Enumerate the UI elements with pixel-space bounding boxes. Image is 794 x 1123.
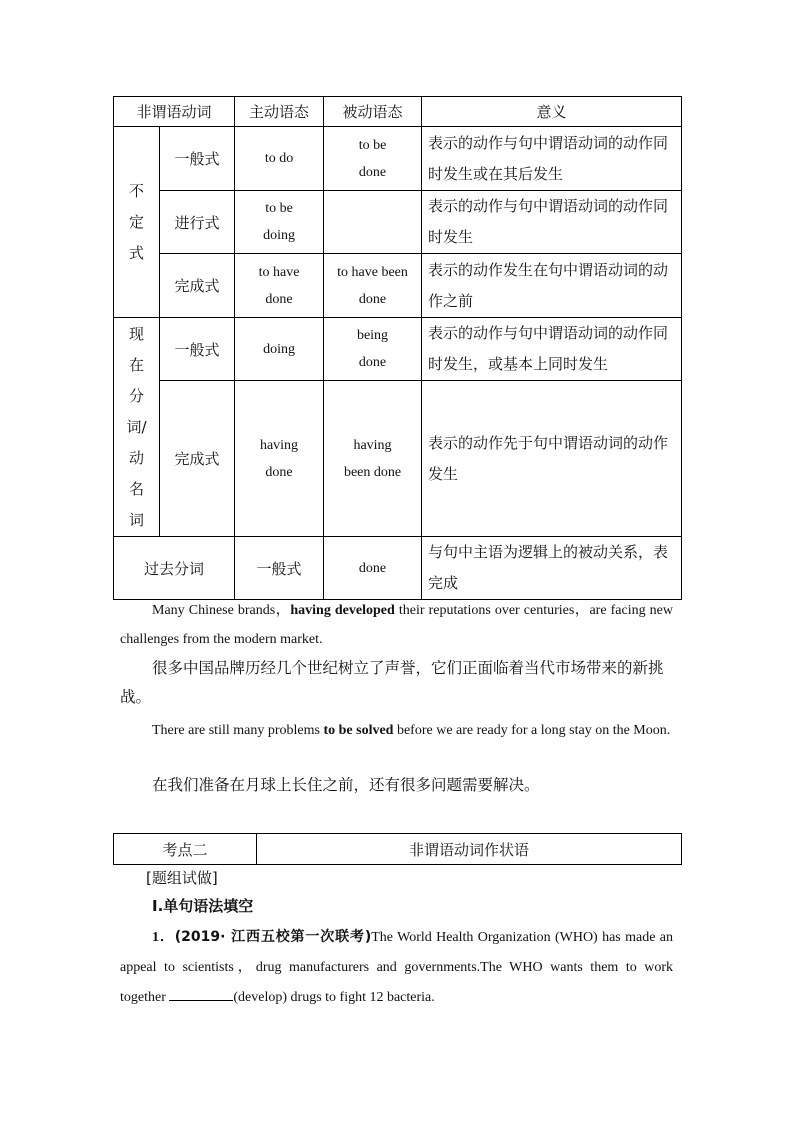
table-row (114, 537, 682, 600)
passive-cell: being done (324, 318, 422, 381)
header-cell: 非谓语动词 (114, 97, 235, 127)
table-row (114, 127, 682, 191)
question-source: (2019· 江西五校第一次联考) (174, 929, 372, 945)
active-cell: doing (235, 318, 324, 381)
form-cell: 一般式 (235, 537, 324, 600)
active-cell: having done (235, 381, 324, 537)
example-1-english: Many Chinese brands，having developed their reputations over centuries，are facing new challenges from the modern market. (120, 603, 673, 647)
header-cell: 主动语态 (235, 97, 324, 127)
form-cell: 一般式 (160, 127, 235, 191)
header-cell: 意义 (422, 97, 682, 127)
question-1: 1．(2019· 江西五校第一次联考)The World Health Organization (WHO) has made an appeal to scientists，drug manufacturers and governments.The WHO wants them to work together (develop) drugs to fight 12 bacteria. (120, 929, 673, 1005)
section-label: 考点二 (114, 834, 257, 865)
table-row (114, 191, 682, 254)
example-2-chinese: 在我们准备在月球上长住之前，还有很多问题需要解决。 (152, 776, 540, 794)
table-row (114, 254, 682, 318)
passive-cell: to be done (324, 127, 422, 191)
meaning-cell: 表示的动作发生在句中谓语动词的动作之前 (422, 254, 682, 318)
example-2-english: There are still many problems to be solved before we are ready for a long stay on the Moon. (152, 723, 671, 738)
form-cell: 完成式 (160, 254, 235, 318)
active-cell: to have done (235, 254, 324, 318)
meaning-cell: 表示的动作与句中谓语动词的动作同时发生，或基本上同时发生 (422, 318, 682, 381)
passive-cell (324, 191, 422, 254)
passive-cell: to have been done (324, 254, 422, 318)
meaning-cell: 表示的动作先于句中谓语动词的动作发生 (422, 381, 682, 537)
question-number: 1． (152, 930, 175, 945)
form-cell: 一般式 (160, 318, 235, 381)
active-cell: to do (235, 127, 324, 191)
example-1-chinese: 很多中国品牌历经几个世纪树立了声誉，它们正面临着当代市场带来的新挑战。 (120, 659, 664, 706)
section-title: 非谓语动词作状语 (257, 834, 682, 865)
exercise-subheading: Ⅰ.单句语法填空 (152, 897, 254, 915)
meaning-cell: 与句中主语为逻辑上的被动关系，表完成 (422, 537, 682, 600)
header-cell: 被动语态 (324, 97, 422, 127)
meaning-cell: 表示的动作与句中谓语动词的动作同时发生或在其后发生 (422, 127, 682, 191)
table-header-row (114, 97, 682, 127)
group-label-infinitive: 不 定 式 (114, 127, 160, 318)
non-finite-verb-table (113, 96, 682, 600)
practice-tip: [题组试做] (146, 869, 218, 887)
active-cell: to be doing (235, 191, 324, 254)
answer-blank[interactable] (169, 988, 233, 1001)
table-row (114, 318, 682, 381)
form-cell: 进行式 (160, 191, 235, 254)
meaning-cell: 表示的动作与句中谓语动词的动作同时发生 (422, 191, 682, 254)
section-header-table (113, 833, 682, 865)
group-label-past-participle: 过去分词 (114, 537, 235, 600)
form-cell: 完成式 (160, 381, 235, 537)
group-label-participle-gerund: 现 在 分 词/ 动 名 词 (114, 318, 160, 537)
passive-cell: done (324, 537, 422, 600)
table-row (114, 381, 682, 537)
passive-cell: having been done (324, 381, 422, 537)
